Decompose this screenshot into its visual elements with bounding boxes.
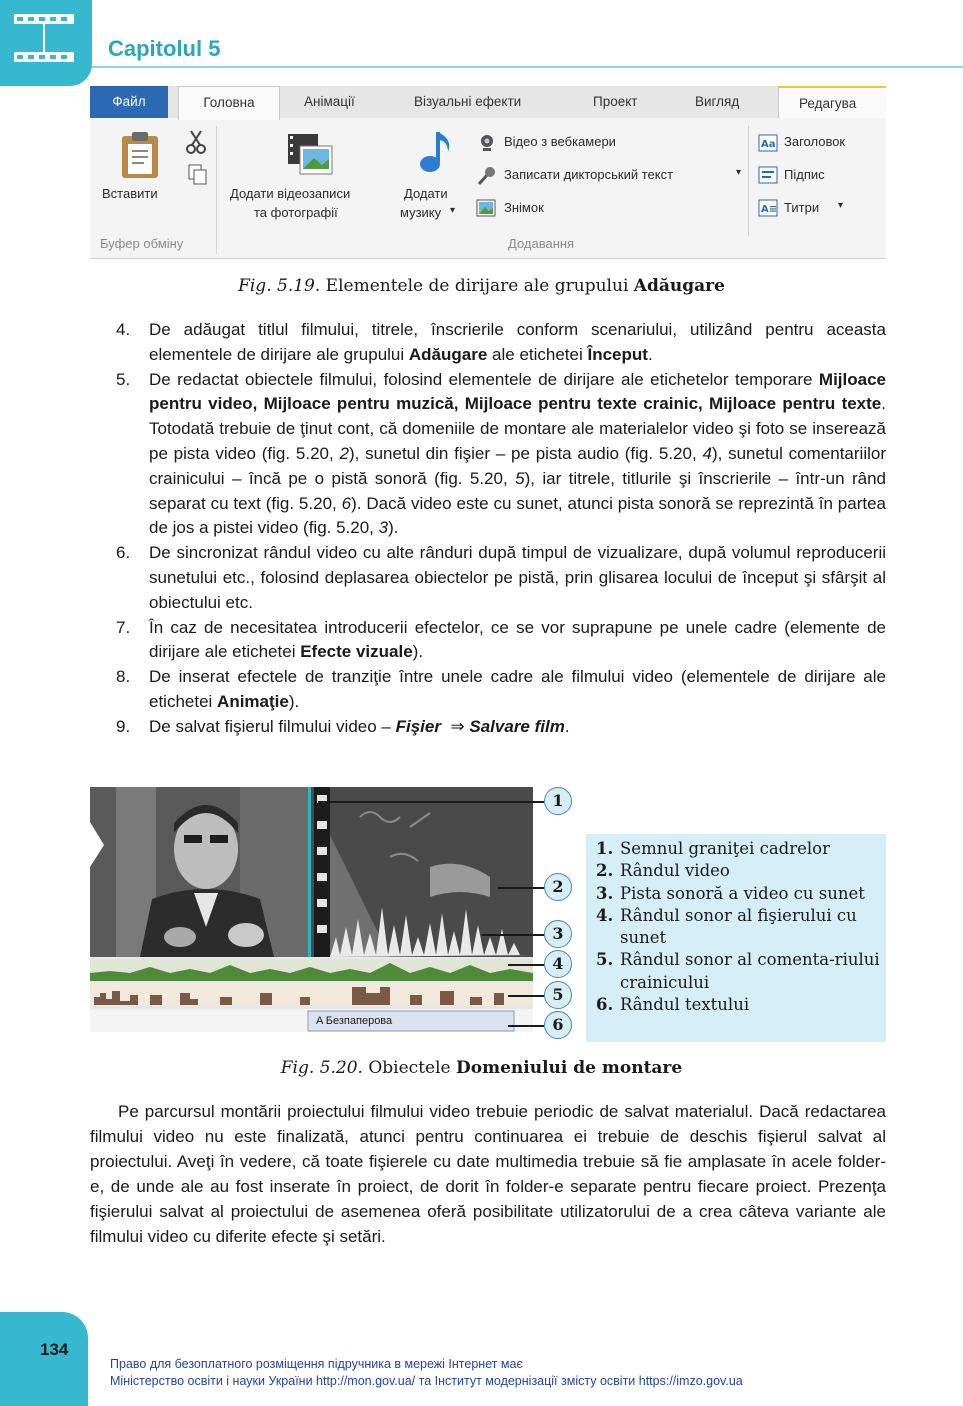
list-item: 5. De redactat obiectele filmului, folosind elementele de dirijare ale etichetelor temporare Mijloace pentru video, Mijloace pentru muzică, Mijloace pentru texte crainic, Mijloace pentru texte. Totodată trebuie de ţinut cont, că domeniile de montare ale materialelor video şi foto se inserează pe pista video (fig. 5.20, 2), sunetul din fişier – pe pista audio (fig. 5.20, 4), sunetul comentariilor crainicului – încă pe o pistă sonoră (fig. 5.20, 5), iar titrele, titlurile şi înscrierile – într-un rând separat cu text (fig. 5.20, 6). Dacă video este cu sunet, atunci pista sonoră se reprezintă în partea de jos a pistei video (fig. 5.20, 3). [116, 369, 887, 538]
callout-4: 4 [544, 950, 572, 978]
list-number: 4. [116, 320, 131, 339]
ribbon-screenshot [90, 86, 886, 259]
scissors-icon[interactable] [186, 130, 206, 154]
callout-1: 1 [544, 787, 572, 815]
add-videos-icon[interactable] [286, 132, 334, 176]
webcam-button[interactable]: Відео з вебкамери [504, 134, 616, 149]
title-icon[interactable] [758, 134, 778, 152]
legend-item: 2. Rândul video [596, 861, 730, 881]
chapter-corner-tab [0, 0, 92, 86]
leader-line [498, 887, 544, 889]
credits-icon[interactable] [758, 199, 778, 217]
list-item: 4. De adăugat titlul filmului, titrele, înscrierile conform scenariului, utilizând pentru aceasta elementele de dirijare ale grupului Adăugare ale etichetei Început. [116, 320, 886, 364]
tab-home[interactable]: Головна [178, 86, 280, 120]
page-number: 134 [40, 1340, 69, 1359]
svg-text:Aa: Aa [761, 139, 776, 150]
webcam-icon[interactable] [478, 134, 496, 152]
snapshot-button[interactable]: Знімок [504, 200, 544, 215]
list-item: 8. De inserat efectele de tranziţie între unele cadre ale filmului video (elementele de dirijare ale etichetei Animaţie). [116, 667, 886, 711]
leader-line [482, 934, 544, 936]
tab-animations[interactable]: Анімації [304, 94, 355, 109]
figure-5-19-caption [0, 276, 963, 296]
ribbon-separator [216, 126, 217, 254]
steps-list [116, 318, 886, 740]
add-group-label: Додавання [508, 236, 575, 251]
ribbon-separator [748, 126, 749, 236]
figure-label: Fig. 5.20. [280, 1058, 363, 1078]
footer-line-1: Право для безоплатного розміщення підручника в мережі Інтернет має [110, 1357, 523, 1371]
callout-5: 5 [544, 981, 572, 1009]
credits-dropdown-icon[interactable]: ▾ [838, 200, 844, 211]
tab-project[interactable]: Проект [593, 94, 638, 109]
add-music-label-2[interactable]: музику [400, 205, 442, 220]
tab-view[interactable]: Вигляд [695, 94, 740, 109]
figure-5-20-caption [0, 1058, 963, 1078]
body-paragraph: Pe parcursul montării proiectului filmului video trebuie periodic de salvat materialul. Dacă redactarea filmului video nu este finalizată, atunci pentru continuarea ei trebuie de deschis fişierul salvat al proiectului. Aveţi în vedere, că toate fişierele cu date multimedia trebuie să fie amplasate în acele folder-e, de unde ale au fost inserate în proiect, de dorit în folder-e separate pentru fiecare proiect. Prezenţa fişierului salvat al proiectului de asemenea oferă posibilitate utilizatorului de a crea câteva variante ale filmului video cu diferite efecte şi setări. [90, 1102, 886, 1246]
music-note-icon[interactable] [416, 130, 456, 176]
figure-legend [586, 834, 886, 1042]
title-button[interactable]: Заголовок [784, 134, 846, 149]
list-number: 6. [116, 543, 131, 563]
tab-edit[interactable]: Редагува [778, 86, 886, 118]
leader-line [508, 995, 544, 997]
caption-icon[interactable] [758, 166, 778, 184]
tab-file[interactable]: Файл [90, 86, 168, 118]
callout-6: 6 [544, 1011, 572, 1039]
tab-visual-effects[interactable]: Візуальні ефекти [414, 94, 522, 109]
header-rule [92, 66, 963, 68]
chapter-title: Capitolul 5 [108, 36, 221, 61]
legend-item: 5. Rândul sonor al comenta-riului crainicului [596, 950, 880, 992]
figure-caption-text: Elementele de dirijare ale grupului [325, 276, 634, 296]
callout-3: 3 [544, 920, 572, 948]
microphone-icon[interactable] [476, 166, 496, 186]
leader-line [318, 801, 544, 803]
clipboard-icon[interactable] [118, 130, 162, 180]
figure-caption-bold: Domeniului de montare [456, 1058, 683, 1078]
clipboard-group-label: Буфер обміну [100, 236, 184, 251]
legend-item: 3. Pista sonoră a video cu sunet [596, 883, 865, 903]
list-number: 5. [116, 369, 131, 389]
footer-line-2: Міністерство освіти і науки України http://mon.gov.ua/ та Інститут модернізації змісту освіти https://imzo.gov.ua [110, 1374, 743, 1388]
add-videos-label-1[interactable]: Додати відеозаписи [230, 186, 351, 201]
figure-caption-text: Obiectele [368, 1058, 456, 1078]
callout-2: 2 [544, 873, 572, 901]
legend-item: 4. Rândul sonor al fişierului cu sunet [596, 905, 857, 948]
list-item: 6. De sincronizat rândul video cu alte rânduri după timpul de vizualizare, după volumul reproducerii sunetului etc., folosind deplasarea obiectelor pe pistă, prin glisarea locului de început şi sfârşit al obiectului etc. [116, 543, 886, 612]
add-music-label-1[interactable]: Додати [404, 186, 448, 201]
add-music-dropdown-icon[interactable]: ▾ [450, 205, 456, 216]
credits-button[interactable]: Титри [784, 200, 820, 215]
leader-line [508, 1025, 544, 1027]
list-item: 7. În caz de necesitatea introducerii efectelor, ce se vor suprapune pe unele cadre (elemente de dirijare ale etichetei Efecte vizuale). [116, 617, 886, 662]
paste-button[interactable]: Вставити [102, 186, 158, 201]
caption-button[interactable]: Підпис [784, 167, 825, 182]
svg-text:A≡: A≡ [761, 204, 778, 215]
narration-dropdown-icon[interactable]: ▾ [736, 167, 742, 178]
add-videos-label-2[interactable]: та фотографії [254, 205, 338, 220]
list-number: 7. [116, 617, 131, 637]
snapshot-icon[interactable] [476, 199, 496, 217]
list-number: 9. [116, 716, 131, 736]
figure-label: Fig. 5.19. [238, 276, 321, 296]
figure-caption-bold: Adăugare [633, 276, 725, 296]
text-track-label: A Безпаперова [316, 1015, 393, 1027]
legend-item: 1. Semnul graniţei cadrelor [596, 839, 830, 858]
legend-item: 6. Rândul textului [596, 995, 750, 1015]
list-number: 8. [116, 667, 131, 687]
ribbon-tab-bar [90, 86, 886, 118]
montage-area-image [90, 787, 533, 1032]
copy-icon[interactable] [188, 164, 208, 186]
montage-area-screenshot [90, 787, 533, 1032]
list-item: 9. De salvat fişierul filmului video – Fişier ⇒ Salvare film. [116, 715, 886, 740]
leader-line [508, 964, 544, 966]
record-narration-button[interactable]: Записати дикторський текст [504, 167, 674, 182]
film-strip-icon [14, 14, 74, 62]
footer-notice [110, 1356, 743, 1390]
